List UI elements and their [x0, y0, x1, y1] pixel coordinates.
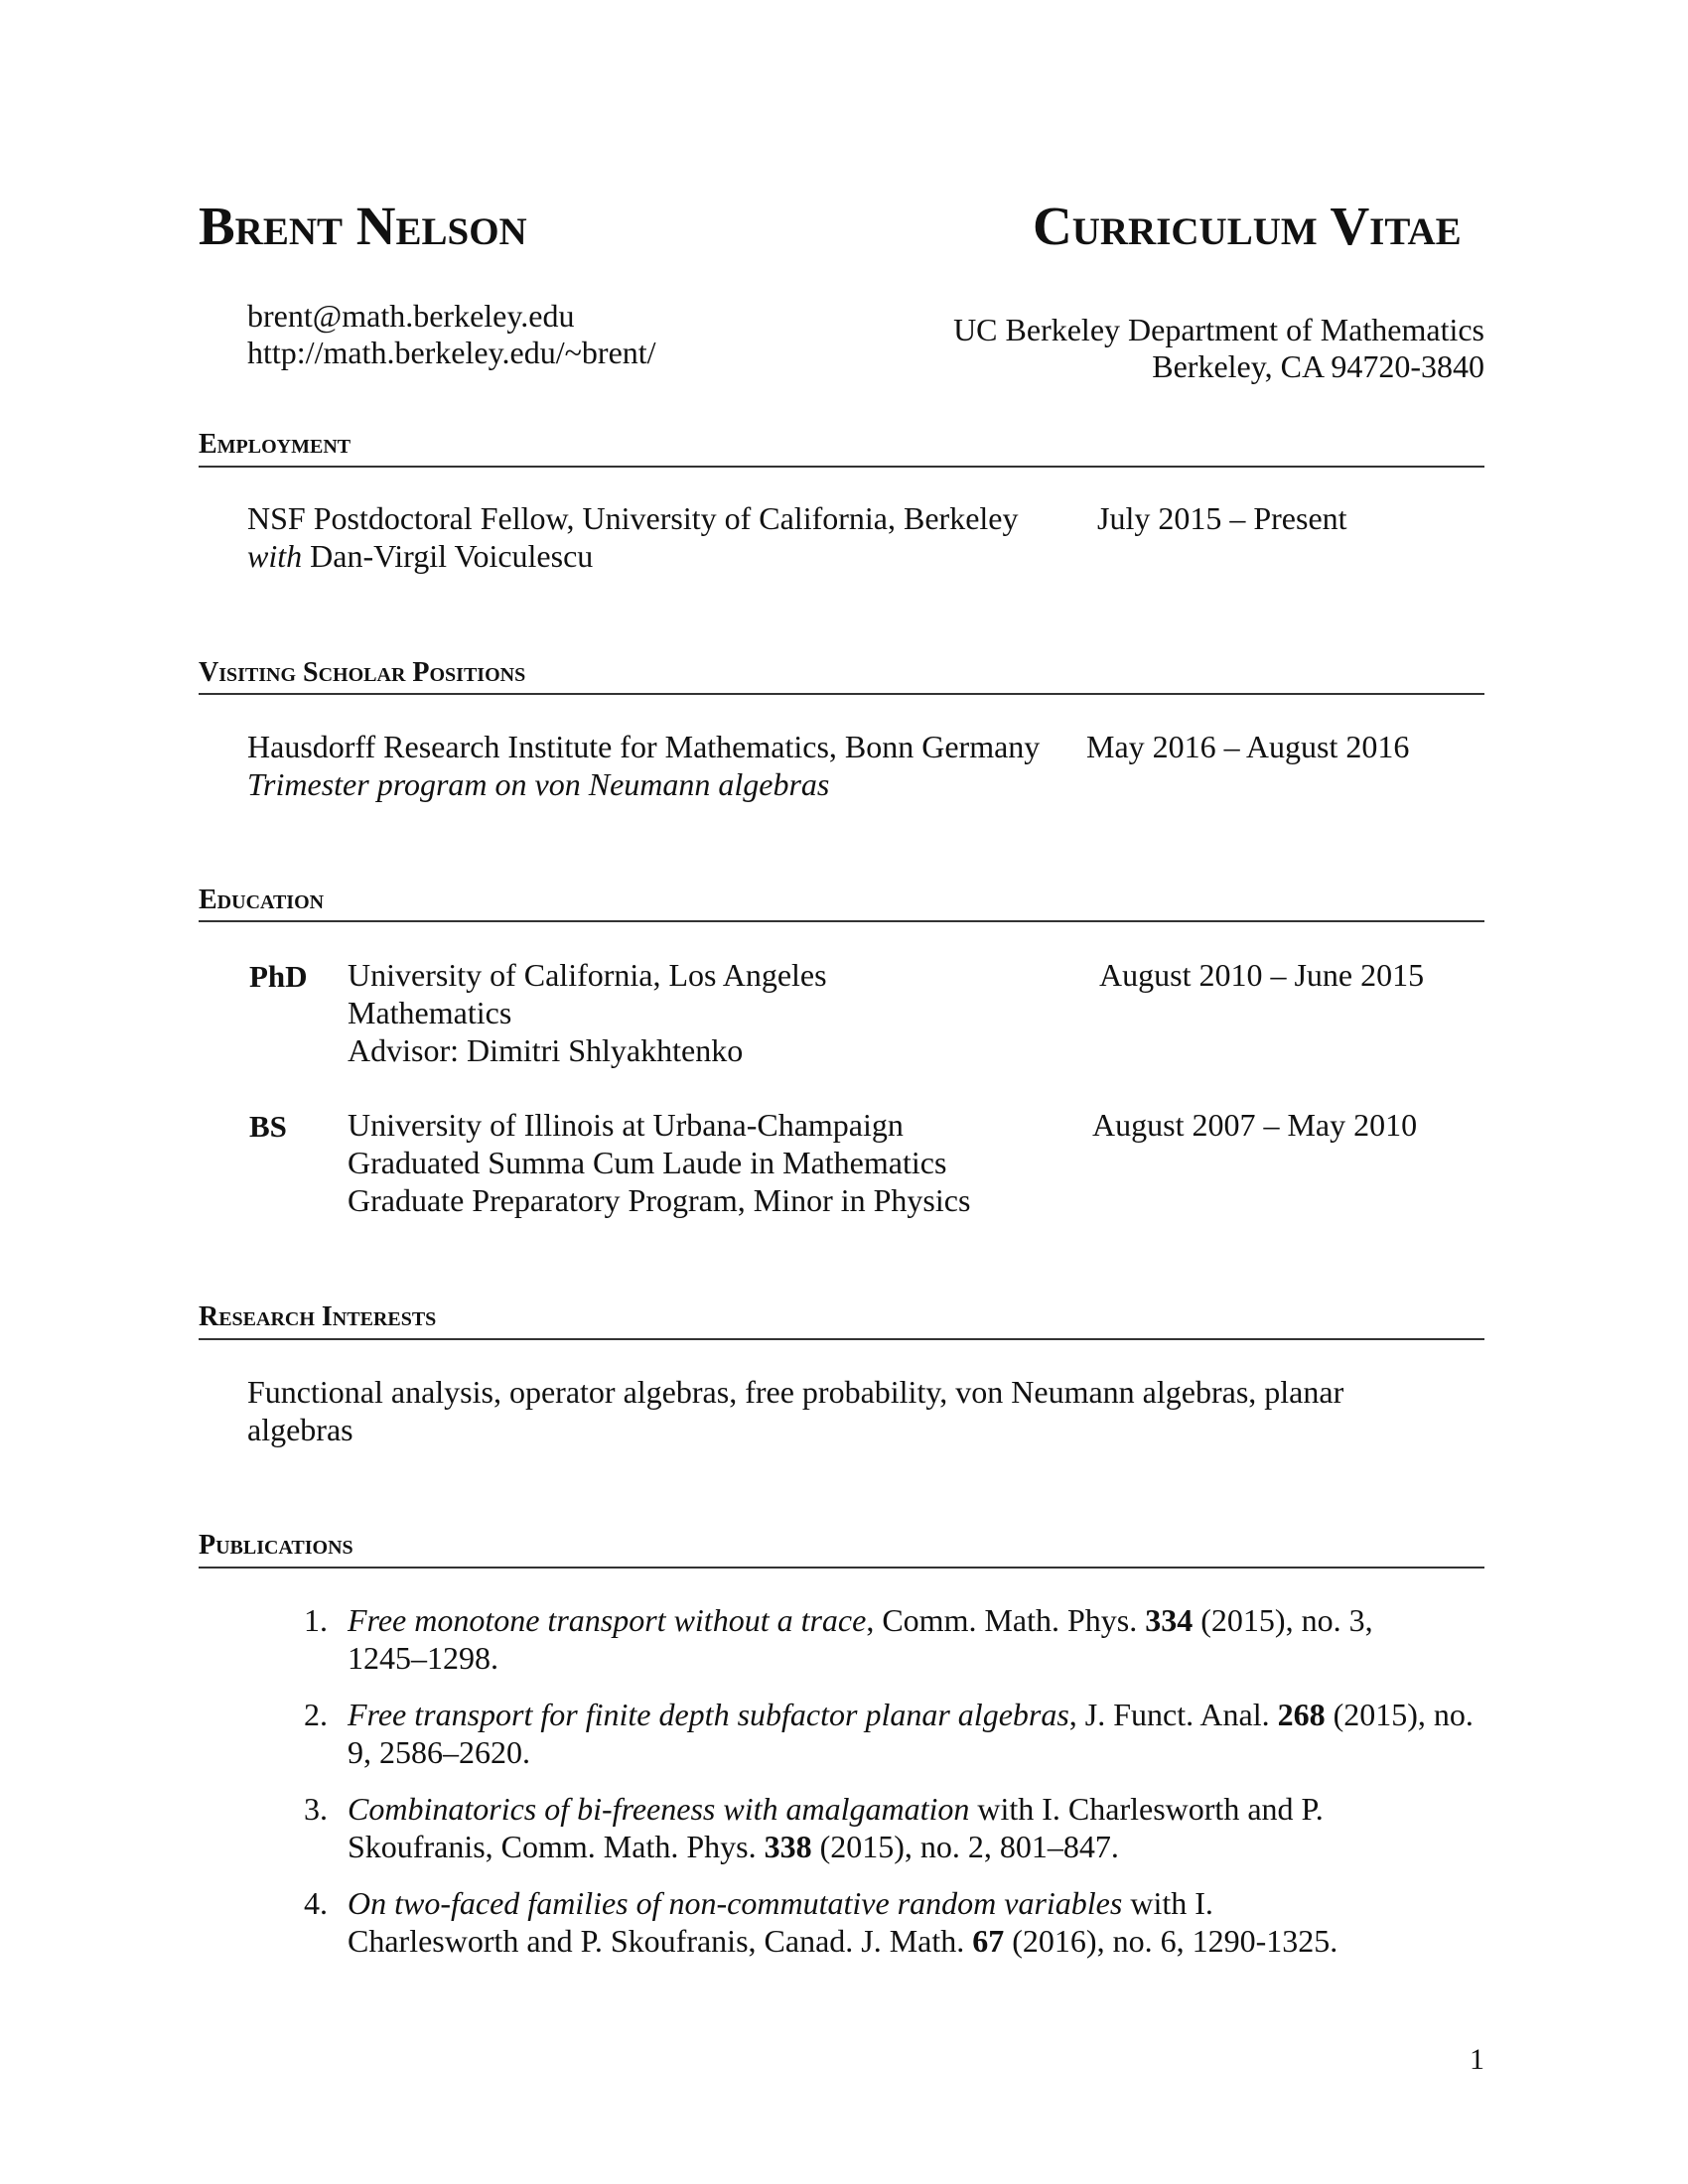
pub-details: (2015), no. 2, 801–847.	[811, 1829, 1119, 1864]
employment-position: NSF Postdoctoral Fellow, University of California, Berkeley	[247, 500, 1019, 536]
pub-details: (2016), no. 6, 1290-1325.	[1004, 1923, 1338, 1959]
publication-item	[348, 1790, 1350, 1865]
degree-label: BS	[249, 1109, 287, 1144]
publication-item	[348, 1601, 1440, 1677]
with-word: with	[247, 538, 303, 574]
section-divider	[199, 693, 1484, 695]
visiting-heading: Visiting Scholar Positions	[199, 657, 526, 688]
education-heading: Education	[199, 885, 325, 915]
edu-dates: August 2007 – May 2010	[1092, 1107, 1418, 1143]
edu-advisor: Advisor: Dimitri Shlyakhtenko	[348, 1032, 744, 1068]
research-heading: Research Interests	[199, 1301, 437, 1332]
section-divider	[199, 466, 1484, 468]
pub-title: Free monotone transport without a trace	[348, 1602, 867, 1638]
publication-item	[348, 1884, 1380, 1960]
pub-number: 2.	[304, 1697, 328, 1732]
pub-number: 1.	[304, 1602, 328, 1638]
visiting-dates: May 2016 – August 2016	[1086, 729, 1410, 764]
pub-venue: with I. Charlesworth and P. Skoufranis, Canad. J. Math.	[348, 1885, 1213, 1959]
website-link[interactable]: http://math.berkeley.edu/~brent/	[247, 335, 656, 370]
employment-mentor-line	[247, 537, 593, 575]
employment-dates: July 2015 – Present	[1097, 500, 1347, 536]
edu-program: Graduate Preparatory Program, Minor in Physics	[348, 1182, 971, 1218]
pub-details: (2015), no. 3, 1245–1298.	[348, 1602, 1373, 1676]
section-divider	[199, 920, 1484, 922]
pub-title: Combinatorics of bi-freeness with amalgamation	[348, 1791, 970, 1827]
section-divider	[199, 1567, 1484, 1569]
pub-title: Free transport for finite depth subfactor planar algebras	[348, 1697, 1069, 1732]
pub-volume: 268	[1277, 1697, 1326, 1732]
pub-volume: 338	[764, 1829, 812, 1864]
cv-title: Curriculum Vitae	[1033, 196, 1462, 256]
edu-honors: Graduated Summa Cum Laude in Mathematics	[348, 1145, 947, 1180]
research-text: Functional analysis, operator algebras, free probability, von Neumann algebras, planar algebras	[247, 1374, 1344, 1447]
pub-volume: 67	[972, 1923, 1005, 1959]
pub-volume: 334	[1145, 1602, 1194, 1638]
edu-field: Mathematics	[348, 995, 512, 1030]
pub-venue: , J. Funct. Anal.	[1068, 1697, 1278, 1732]
page-number: 1	[1470, 2043, 1484, 2076]
publication-item	[348, 1696, 1479, 1771]
email[interactable]: brent@math.berkeley.edu	[247, 298, 575, 334]
edu-dates: August 2010 – June 2015	[1099, 957, 1425, 993]
pub-venue: , Comm. Math. Phys.	[866, 1602, 1146, 1638]
pub-title: On two-faced families of non-commutative random variables	[348, 1885, 1123, 1921]
visiting-program: Trimester program on von Neumann algebras	[247, 766, 830, 802]
publications-heading: Publications	[199, 1530, 353, 1561]
department: UC Berkeley Department of Mathematics	[953, 312, 1484, 347]
section-divider	[199, 1338, 1484, 1340]
address: Berkeley, CA 94720-3840	[1152, 348, 1484, 384]
cv-name: Brent Nelson	[199, 196, 527, 256]
pub-number: 4.	[304, 1885, 328, 1921]
edu-school: University of California, Los Angeles	[348, 957, 827, 993]
visiting-institute: Hausdorff Research Institute for Mathematics, Bonn Germany	[247, 729, 1041, 764]
pub-venue: with I. Charlesworth and P. Skoufranis, Comm. Math. Phys.	[348, 1791, 1324, 1864]
edu-school: University of Illinois at Urbana-Champaign	[348, 1107, 904, 1143]
pub-details: (2015), no. 9, 2586–2620.	[348, 1697, 1474, 1770]
degree-label: PhD	[249, 959, 308, 994]
employment-heading: Employment	[199, 429, 352, 460]
pub-number: 3.	[304, 1791, 328, 1827]
employment-mentor: Dan-Virgil Voiculescu	[310, 538, 594, 574]
